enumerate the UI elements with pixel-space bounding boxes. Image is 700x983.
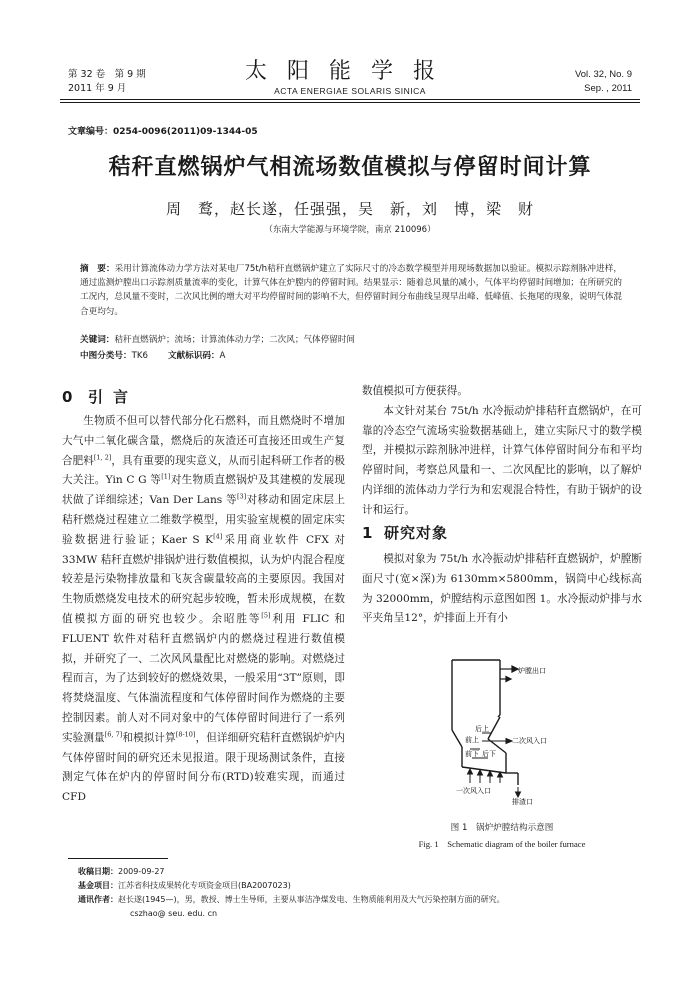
- author-email: cszhao@ seu. edu. cn: [130, 909, 218, 918]
- right-column-top: [362, 382, 642, 521]
- received-date: [78, 865, 638, 879]
- keywords: [80, 333, 622, 345]
- label-rear-upper: 后上: [475, 725, 489, 733]
- volume-cn: 第 32 卷 第 9 期: [68, 69, 146, 80]
- section-heading-introduction: [62, 386, 138, 407]
- classification: [80, 349, 622, 361]
- received-value: 2009-09-27: [118, 867, 165, 876]
- furnace-schematic: [420, 655, 580, 805]
- citation: [4]: [213, 532, 223, 541]
- continued-paragraph: 数值模拟可方便获得。: [362, 385, 468, 397]
- date-cn: 2011 年 9 月: [68, 83, 127, 94]
- label-primary-air: 一次风入口: [456, 787, 491, 795]
- author-label: 通讯作者：: [78, 895, 118, 904]
- doc-code-label: 文献标识码：: [167, 351, 220, 361]
- front-arch: [452, 730, 462, 747]
- citation: [8-10]: [175, 730, 196, 739]
- volume-en: Vol. 32, No. 9: [574, 69, 632, 80]
- abstract-text: 采用计算流体动力学方法对某电厂75t/h秸秆直燃锅炉建立了实际尺寸的冷态数学模型并用现场数据加以验证。模拟示踪剂脉冲进样，通过监测炉膛出口示踪剂质量流率的变化，计算气体在炉膛内的停留时间。结果显示：随着总风量的减小，气体平均停留时间增加；在所研究的工况内，总风量不变时，二次风比例的增大对平均停留时间的影响不大，但停留时间分布曲线呈现早出峰、低峰值、长拖尾的现象，说明气体混合更均匀。: [80, 264, 622, 317]
- section-number: 1: [362, 524, 373, 542]
- rear-arch: [488, 717, 500, 739]
- text-run: 采用商业软件 CFX 对 33MW 秸秆直燃炉排锅炉进行数值模拟，认为炉内混合程度较差是污染物排放量和飞灰含碳量较高的主要原因。我国对生物质燃烧发电技术的研究起步较晚，暂未形成规模，在数值模拟方面的研究也较少。余昭胜等: [62, 533, 345, 625]
- citation: [1, 2]: [93, 453, 112, 462]
- paragraph: 模拟对象为 75t/h 水冷振动炉排秸秆直燃锅炉，炉膛断面尺寸(宽×深)为 6130mm×5800mm，锅筒中心线标高为 32000mm，炉膛结构示意图如图 1。水冷振动炉排与水平夹角呈12°，炉排面上开有小: [362, 553, 642, 625]
- article-number: 文章编号：0254-0096(2011)09-1344-05: [68, 127, 258, 137]
- label-slag-outlet: 排渣口: [512, 798, 533, 805]
- label-secondary-air: 二次风入口: [512, 737, 547, 745]
- keywords-text: 秸秆直燃锅炉；流场；计算流体动力学；二次风；气体停留时间: [114, 335, 356, 345]
- text-run: 生物质不但可以替代部分化石燃料，而且燃烧时不增加大气中二氧化碳含量，燃烧后的灰渣还可直接还田或生产复合肥料: [62, 415, 345, 467]
- affiliation: （东南大学能源与环境学院，南京 210096）: [264, 225, 436, 235]
- author-value: 赵长遂(1945—)，男，教授、博士生导师，主要从事洁净煤发电、生物质能利用及大气污染控制方面的研究。: [118, 895, 505, 904]
- issue-info-cn: [68, 68, 146, 96]
- text-run: 对移动和固定床层上秸秆燃烧过程建立二维数学模型，用实验室规模的固定床实验数据进行验证；Kaer S K: [62, 494, 345, 546]
- abstract-label: 摘 要：: [80, 264, 115, 274]
- fund-label: 基金项目：: [78, 881, 118, 890]
- text-run: ，但详细研究秸秆直燃锅炉炉内气体停留时间的研究还未见报道。限于现场测试条件，直接测定气体在炉内的停留时间分布(RTD)较难实现，而通过 CFD: [62, 731, 346, 804]
- text-run: 和模拟计算: [122, 731, 176, 744]
- intro-paragraph: [62, 412, 345, 808]
- fund-value: 江苏省科技成果转化专项资金项目(BA2007023): [118, 881, 291, 890]
- citation: [5]: [261, 611, 271, 620]
- paper-title: 秸秆直燃锅炉气相流场数值模拟与停留时间计算: [108, 155, 592, 180]
- text-run: ，具有重要的现实意义，从而引起科研工作者的极大关注。Yin C G 等: [62, 454, 346, 487]
- journal-name-en: ACTA ENERGIAE SOLARIS SINICA: [274, 86, 426, 96]
- header-rule: [60, 99, 640, 100]
- date-en: Sep. , 2011: [584, 83, 632, 94]
- issue-info-en: [575, 68, 632, 96]
- corresponding-author: [78, 893, 638, 907]
- journal-name: [200, 60, 500, 96]
- left-column: [62, 412, 345, 808]
- fund-info: [78, 879, 638, 893]
- header-rule-thin: [60, 102, 640, 103]
- keywords-label: 关键词：: [80, 335, 115, 345]
- footnotes: [78, 865, 638, 921]
- text-run: 利用 FLIC 和 FLUENT 软件对秸秆直燃锅炉内的燃烧过程进行数值模拟，并研究了一、二次风风量配比对燃烧的影响。对燃烧过程而言，为了达到较好的燃烧效果，一般采用“3T”原则，即将焚烧温度、气体湍流程度和气体停留时间作为燃烧的主要控制因素。前人对不同对象中的气体停留时间进行了一系列实验测量: [62, 612, 345, 744]
- citation: [6, 7]: [104, 730, 123, 739]
- section-title: 研究对象: [384, 524, 449, 542]
- figure-caption-cn: 图 1 锅炉炉膛结构示意图: [450, 823, 554, 833]
- journal-name-cn: 太阳能学报: [244, 59, 455, 84]
- text-run: 对生物质直燃锅炉及其建模的发展现状做了详细综述；Van Der Lans 等: [62, 474, 345, 507]
- label-front-upper: 前上: [465, 736, 479, 744]
- doc-code-value: A: [219, 351, 226, 361]
- section-heading-research-object: [362, 522, 448, 543]
- author-list: 周 鹜，赵长遂，任强强，吴 新，刘 博，梁 财: [165, 200, 534, 218]
- label-outlet: 炉膛出口: [518, 667, 546, 675]
- label-rear-lower: 后下: [482, 750, 496, 758]
- figure-furnace-diagram: [420, 655, 580, 805]
- right-column-bottom: [362, 550, 642, 629]
- label-front-lower: 前下: [465, 750, 479, 758]
- figure-caption-en: Fig. 1 Schematic diagram of the boiler furnace: [418, 839, 586, 849]
- citation: [3]: [236, 492, 247, 501]
- paragraph: 本文针对某台 75t/h 水冷振动炉排秸秆直燃锅炉，在可靠的冷态空气流场实验数据基础上，建立实际尺寸的数学模型，并模拟示踪剂脉冲进样，计算气体停留时间分布和平均停留时间，考察总风量和一、二次风配比的影响，以了解炉内详细的流体动力学行为和宏观混合特性，有助于锅炉的设计和运行。: [362, 404, 642, 516]
- clc-label: 中图分类号：: [80, 351, 132, 361]
- abstract: [80, 262, 622, 319]
- footnote-rule: [68, 858, 168, 859]
- citation: [1]: [161, 472, 171, 481]
- section-number: 0: [62, 388, 73, 406]
- clc-value: TK6: [131, 351, 148, 361]
- received-label: 收稿日期：: [78, 867, 118, 876]
- section-title: 引言: [88, 388, 139, 406]
